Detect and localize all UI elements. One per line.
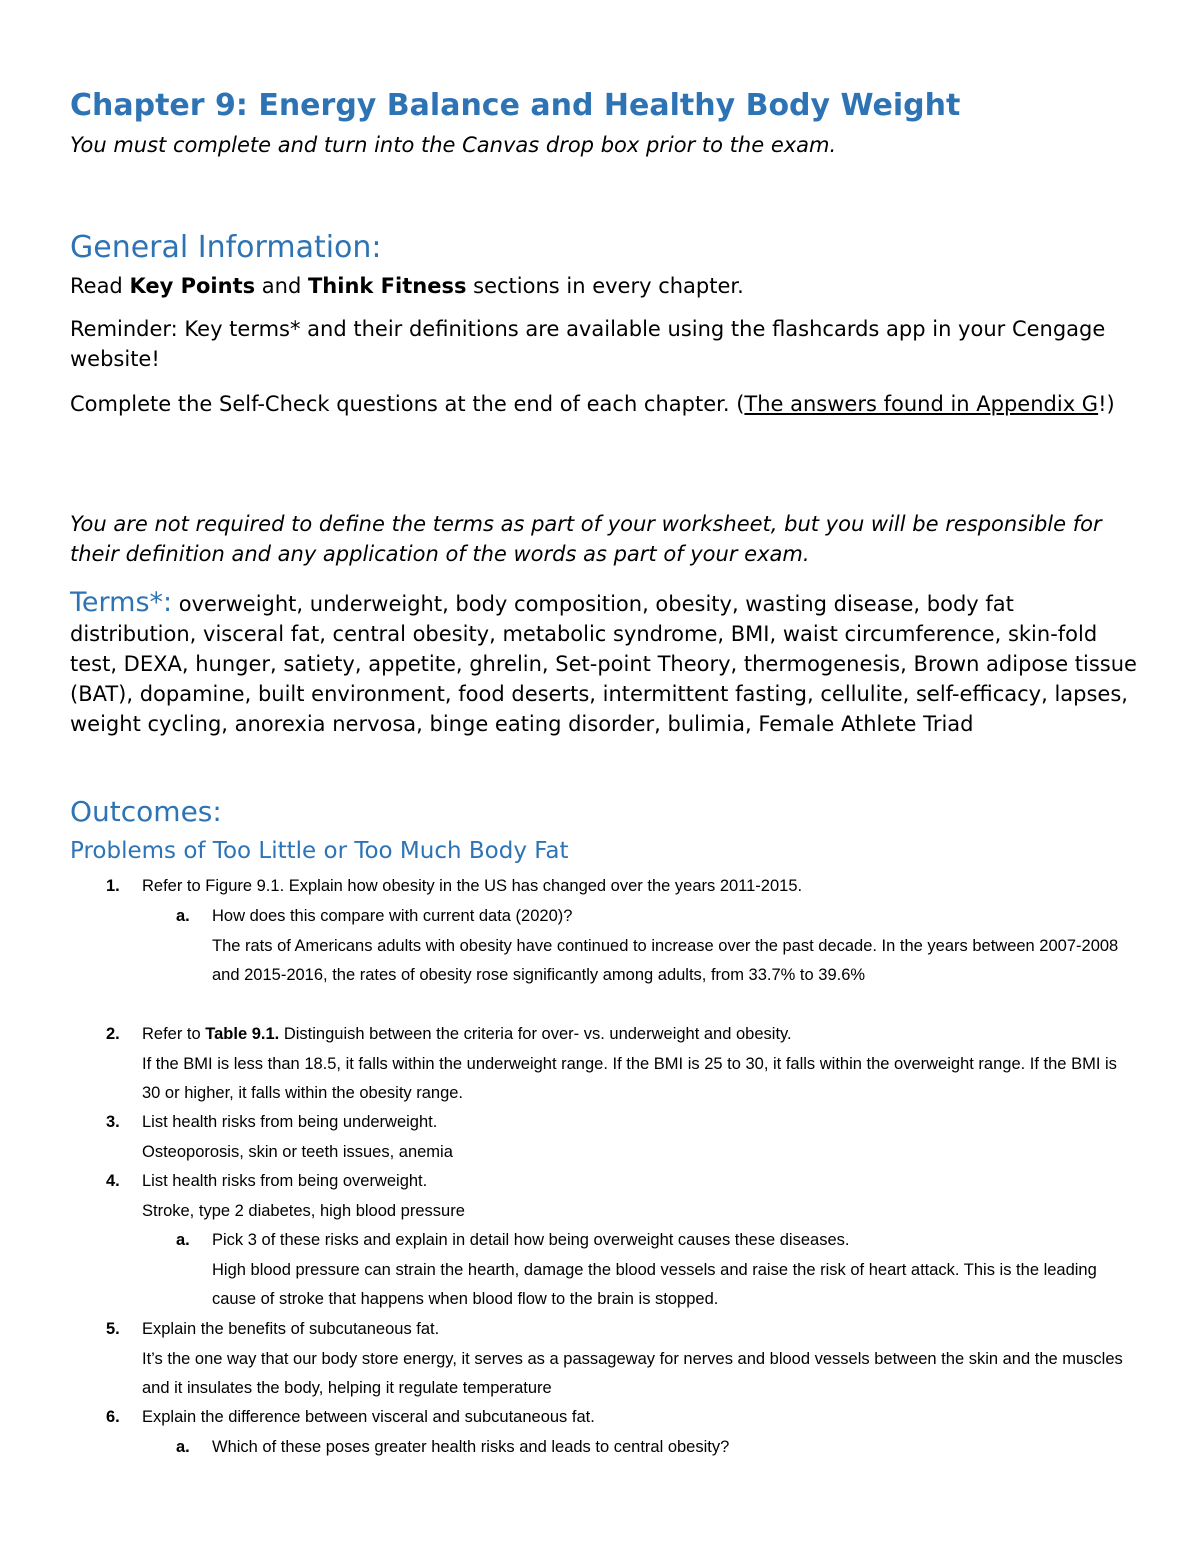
answer-text: It’s the one way that our body store energy, it serves as a passageway for nerves and blood vessels between the skin and the muscles and it insulates the body, helping it regulate temperature	[142, 1349, 1123, 1398]
terms-list: overweight, underweight, body composition, obesity, wasting disease, body fat distribution, visceral fat, central obesity, metabolic syndrome, BMI, waist circumference, skin-fold test, DEXA, hunger, satiety, appetite, ghrelin, Set-point Theory, thermogenesis, Brown adipose tissue (BAT), dopamine, built environment, food deserts, intermittent fasting, cellulite, self-efficacy, lapses, weight cycling, anorexia nervosa, binge eating disorder, bulimia, Female Athlete Triad	[70, 592, 1137, 736]
question-number: 2.	[106, 1025, 120, 1043]
answer-text: If the BMI is less than 18.5, it falls within the underweight range. If the BMI is 25 to 30, it falls within the overweight range. If the BMI is 30 or higher, it falls within the obesity range.	[142, 1054, 1117, 1103]
question-number: 4.	[106, 1172, 120, 1190]
page-title: Chapter 9: Energy Balance and Healthy Body Weight	[70, 88, 961, 123]
question-1	[106, 872, 1132, 902]
think-fitness-bold: Think Fitness	[307, 274, 467, 298]
question-number: 1.	[106, 877, 120, 895]
question-4	[106, 1167, 1132, 1226]
answer-text: Osteoporosis, skin or teeth issues, anemia	[142, 1142, 453, 1161]
table-reference: Table 9.1.	[205, 1025, 280, 1043]
question-3	[106, 1108, 1132, 1167]
answer-text: The rats of Americans adults with obesity have continued to increase over the past decade. In the years between 2007-2008 and 2015-2016, the rates of obesity rose significantly among adults, from 33.7% to 39.6%	[212, 936, 1119, 985]
question-text: List health risks from being overweight.	[142, 1172, 428, 1190]
question-1a	[176, 902, 1132, 991]
question-text: Pick 3 of these risks and explain in detail how being overweight causes these diseases.	[212, 1231, 850, 1249]
question-text: List health risks from being underweight.	[142, 1113, 438, 1131]
question-text: Explain the benefits of subcutaneous fat.	[142, 1320, 440, 1338]
question-2: 2. Refer to Table 9.1. Distinguish between the criteria for over- vs. underweight and obesity. If the BMI is less than 18.5, it falls within the underweight range. If the BMI is 25 to 30, it falls within the overweight range. If the BMI is 30 or higher, it falls within the obesity range.	[142, 1020, 1132, 1109]
question-text: Refer to Figure 9.1. Explain how obesity in the US has changed over the years 2011-2015.	[142, 877, 803, 895]
problems-section-heading: Problems of Too Little or Too Much Body Fat	[70, 838, 569, 864]
subtitle: You must complete and turn into the Canvas drop box prior to the exam.	[70, 133, 837, 157]
question-text: Explain the difference between visceral and subcutaneous fat.	[142, 1408, 595, 1426]
outcomes-heading: Outcomes:	[70, 795, 222, 828]
question-6	[106, 1403, 1132, 1433]
question-text: How does this compare with current data (2020)?	[212, 907, 573, 925]
question-number: 5.	[106, 1320, 120, 1338]
self-check-line: Complete the Self-Check questions at the end of each chapter. (The answers found in Appendix G!)	[70, 392, 1115, 416]
answer-text: Stroke, type 2 diabetes, high blood pressure	[142, 1201, 465, 1220]
terms-label: Terms*:	[70, 587, 173, 618]
question-5	[106, 1315, 1132, 1404]
question-number: 6.	[106, 1408, 120, 1426]
question-letter: a.	[176, 1231, 190, 1249]
question-text: Which of these poses greater health risks and leads to central obesity?	[212, 1438, 730, 1456]
appendix-g-link[interactable]: The answers found in Appendix G	[744, 392, 1099, 416]
general-information-heading: General Information:	[70, 230, 382, 265]
terms-note: You are not required to define the terms as part of your worksheet, but you will be responsible for their definition and any application of the words as part of your exam.	[70, 512, 1102, 566]
question-number: 3.	[106, 1113, 120, 1131]
terms-paragraph	[70, 588, 1140, 739]
question-letter: a.	[176, 907, 190, 925]
answer-text: High blood pressure can strain the hearth, damage the blood vessels and raise the risk of heart attack. This is the leading cause of stroke that happens when blood flow to the brain is stopped.	[212, 1260, 1097, 1309]
question-letter: a.	[176, 1438, 190, 1456]
question-4a	[176, 1226, 1132, 1315]
question-6a	[176, 1433, 1132, 1463]
reminder-line: Reminder: Key terms* and their definitions are available using the flashcards app in your Cengage website!	[70, 317, 1106, 371]
key-points-bold: Key Points	[129, 274, 256, 298]
read-sections-line: Read Key Points and Think Fitness sections in every chapter.	[70, 274, 744, 298]
